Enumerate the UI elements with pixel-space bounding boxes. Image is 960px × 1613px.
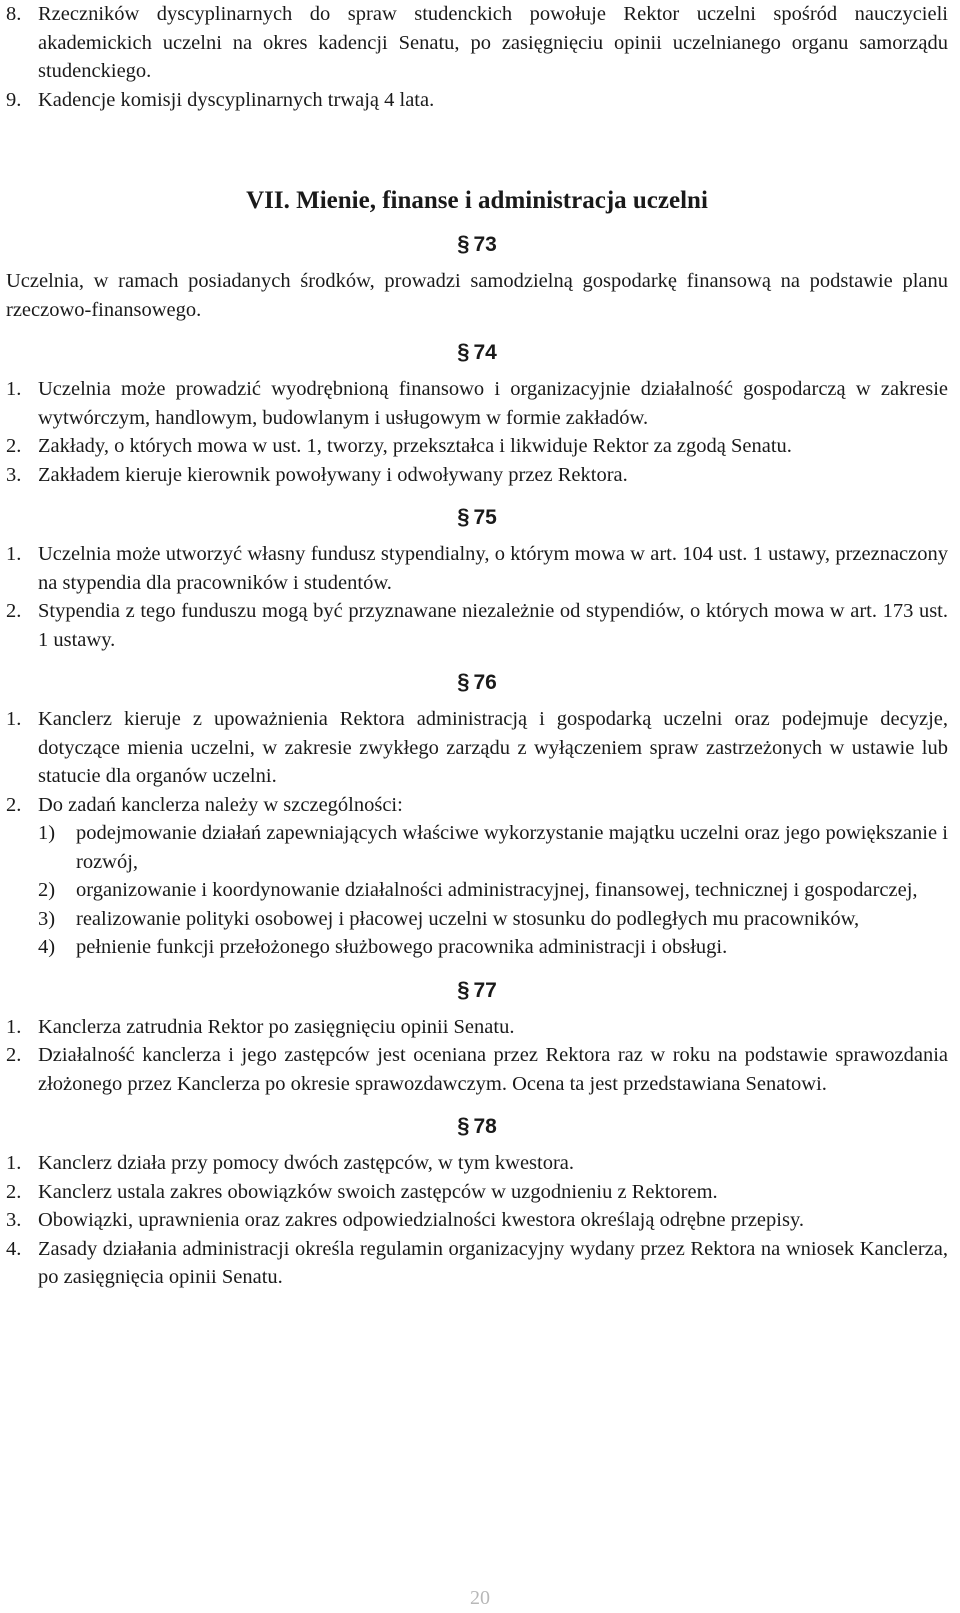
paragraph-number: 76: [473, 671, 497, 694]
list-item: [6, 540, 948, 597]
paragraph-number: 75: [473, 506, 497, 529]
item-text: Kanclerz działa przy pomocy dwóch zastępców, w tym kwestora.: [38, 1152, 575, 1174]
item-text: Obowiązki, uprawnienia oraz zakres odpowiedzialności kwestora określają odrębne przepisy.: [38, 1209, 804, 1231]
sub-item-number: 1): [38, 822, 56, 844]
item-number: 1.: [6, 378, 22, 400]
sub-item-text: organizowanie i koordynowanie działalności administracyjnej, finansowej, technicznej i gospodarczej,: [76, 879, 918, 901]
paragraph-number: 77: [473, 978, 497, 1002]
item-number: 1.: [6, 1015, 22, 1038]
sub-list-item: [38, 819, 948, 876]
list-item: [6, 597, 948, 654]
item-text: Stypendia z tego funduszu mogą być przyznawane niezależnie od stypendiów, o których mowa w art. 173 ust. 1 ustawy.: [38, 600, 948, 651]
list-item: [6, 791, 948, 820]
list-item: [6, 1013, 948, 1042]
item-number: 4.: [6, 1237, 22, 1260]
paragraph-heading: [6, 976, 948, 1005]
sub-item-text: realizowanie polityki osobowej i płacowej uczelni w stosunku do podległych mu pracowników,: [76, 907, 860, 930]
section-sign: §: [457, 976, 470, 1002]
list-item: [6, 461, 948, 490]
list-item: [6, 1235, 948, 1292]
list-item: [6, 1206, 948, 1235]
paragraph-number: 78: [473, 1115, 497, 1138]
list-item: [6, 375, 948, 432]
paragraph-heading: [6, 668, 948, 697]
sub-item-number: 2): [38, 879, 56, 901]
item-number: 2.: [6, 793, 22, 816]
item-number: 2.: [6, 1044, 22, 1066]
item-text: Kanclerza zatrudnia Rektor po zasięgnięciu opinii Senatu.: [38, 1015, 515, 1038]
item-text: Uczelnia może utworzyć własny fundusz stypendialny, o którym mowa w art. 104 ust. 1 ustawy, przeznaczony na stypendia dla pracowników i studentów.: [38, 543, 948, 594]
sub-item-text: pełnienie funkcji przełożonego służbowego pracownika administracji i obsługi.: [76, 936, 728, 958]
item-number: 9.: [6, 88, 22, 111]
item-text: Do zadań kanclerza należy w szczególności:: [38, 793, 403, 816]
page-content: [6, 0, 948, 1292]
list-item: [6, 0, 948, 86]
sub-item-text: podejmowanie działań zapewniających właściwe wykorzystanie majątku uczelni oraz jego powiększanie i rozwój,: [76, 822, 948, 873]
item-text: Zakłady, o których mowa w ust. 1, tworzy, przekształca i likwiduje Rektor za zgodą Senatu.: [38, 435, 792, 457]
list-item: [6, 1178, 948, 1207]
list-item: [6, 86, 948, 115]
item-number: 1.: [6, 1152, 22, 1174]
item-number: 2.: [6, 1180, 22, 1203]
paragraph-number: 73: [473, 233, 497, 256]
paragraph-heading: [6, 1112, 948, 1141]
section-sign: §: [457, 669, 470, 694]
item-number: 2.: [6, 435, 22, 457]
list-item: [6, 432, 948, 461]
item-number: 1.: [6, 708, 22, 730]
sub-list-item: [38, 876, 948, 905]
section-sign: §: [457, 1113, 470, 1138]
item-text: Zasady działania administracji określa regulamin organizacyjny wydany przez Rektora na wniosek Kanclerza, po zasięgnięcia opinii Senatu.: [38, 1237, 948, 1288]
list-item: [6, 1149, 948, 1178]
item-number: 2.: [6, 600, 22, 622]
sub-list-item: [38, 905, 948, 934]
item-number: 1.: [6, 543, 22, 565]
sub-item-number: 4): [38, 936, 56, 958]
item-number: 8.: [6, 3, 22, 25]
paragraph-number: 74: [473, 341, 497, 364]
sub-list-item: [38, 933, 948, 962]
paragraph-heading: [6, 338, 948, 367]
item-text: Działalność kanclerza i jego zastępców jest oceniana przez Rektora raz w roku na podstawie sprawozdania złożonego przez Kanclerza po okresie sprawozdawczym. Ocena ta jest przedstawiana Senatowi.: [38, 1044, 948, 1095]
item-text: Kanclerz kieruje z upoważnienia Rektora administracją i gospodarką uczelni oraz podejmuje decyzje, dotyczące mienia uczelni, w zakresie zwykłego zarządu z wyłączeniem spraw zastrzeżonych w ustawie lub statucie dla organów uczelni.: [38, 708, 948, 787]
chapter-heading: VII. Mienie, finanse i administracja uczelni: [246, 187, 708, 214]
page-number: 20: [470, 1587, 490, 1609]
list-item: [6, 705, 948, 791]
item-number: 3.: [6, 1209, 22, 1231]
paragraph-text: Uczelnia, w ramach posiadanych środków, prowadzi samodzielną gospodarkę finansową na podstawie planu rzeczowo-finansowego.: [6, 270, 948, 321]
section-sign: §: [457, 339, 470, 364]
list-item: [6, 1041, 948, 1098]
item-text: Rzeczników dyscyplinarnych do spraw studenckich powołuje Rektor uczelni spośród nauczycieli akademickich uczelni na okres kadencji Senatu, po zasięgnięciu opinii uczelnianego organu samorządu studenckiego.: [38, 3, 948, 82]
item-text: Kadencje komisji dyscyplinarnych trwają 4 lata.: [38, 88, 435, 111]
sub-item-number: 3): [38, 907, 56, 930]
item-number: 3.: [6, 463, 22, 486]
section-sign: §: [457, 231, 470, 256]
item-text: Zakładem kieruje kierownik powoływany i odwoływany przez Rektora.: [38, 463, 628, 486]
item-text: Kanclerz ustala zakres obowiązków swoich zastępców w uzgodnieniu z Rektorem.: [38, 1180, 718, 1203]
paragraph-heading: [6, 503, 948, 532]
paragraph-heading: [6, 230, 948, 259]
section-sign: §: [457, 504, 470, 529]
item-text: Uczelnia może prowadzić wyodrębnioną finansowo i organizacyjnie działalność gospodarczą w zakresie wytwórczym, handlowym, budowlanym i usługowym w formie zakładów.: [38, 378, 948, 429]
